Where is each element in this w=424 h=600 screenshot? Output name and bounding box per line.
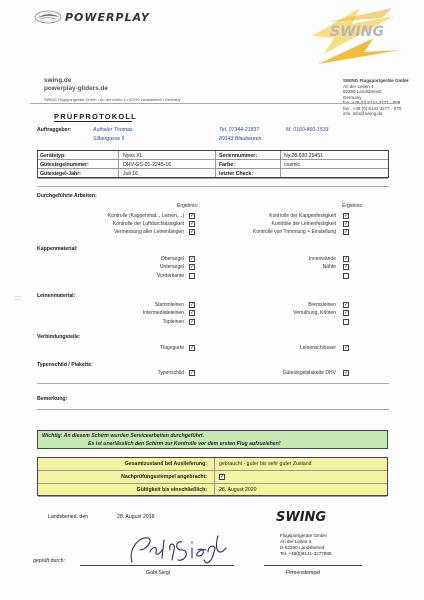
header-divider: [30, 103, 394, 104]
stamp-city: D-82290 Landsberied: [280, 545, 325, 550]
device-row: [38, 160, 388, 169]
powerplay-logo: [34, 10, 150, 24]
stamp-label: Firmenstempel: [286, 570, 321, 576]
summary-box: [37, 457, 388, 496]
summary-row: [38, 484, 387, 497]
color-label: Farbe:: [219, 161, 235, 168]
condition-value: gebraucht - guter bis sehr guter Zustand: [219, 461, 312, 468]
check-box[interactable]: ✓: [344, 213, 349, 219]
section-divider: [37, 383, 389, 384]
check-label: Innenwände: [308, 256, 336, 262]
check-box[interactable]: [343, 319, 349, 325]
check-label: Leinenschlösser: [299, 345, 336, 351]
stamp-swing-logo: [274, 507, 332, 525]
check-box[interactable]: ✓: [344, 310, 349, 316]
seal-year-value: Juli 16: [123, 170, 138, 177]
check-label: Obersegel: [160, 256, 184, 262]
device-row: [38, 169, 388, 178]
check-label: Kontrolle (Kappenmat.., Leinen,...): [107, 213, 184, 219]
company-city: 82290 Landsberied: [343, 89, 382, 94]
company-name: SWING Flugsportgeräte GmbH: [343, 78, 409, 83]
table-divider: [214, 458, 215, 495]
website-links: [44, 77, 108, 92]
stamp-swing-logo-text: SWING: [276, 510, 327, 525]
signature-line: [80, 565, 234, 566]
sender-address-line: SWING Flugsportgeräte GmbH • An der Leiten 4 • 82290 Landsberied • Germany: [44, 98, 181, 102]
check-label: Stammleinen: [154, 302, 184, 308]
check-label: Gütesiegelplakette DHV: [282, 370, 336, 376]
powerplay-logo-text: POWERPLAY: [65, 10, 150, 24]
seal-year-label: Gütesiegel-Jahr:: [40, 170, 81, 177]
company-address-block: [343, 78, 409, 117]
check-box[interactable]: ✓: [344, 264, 349, 270]
title-underline: [54, 121, 132, 122]
check-label: Nähte: [322, 264, 336, 270]
device-info-table: [37, 150, 389, 178]
serial-label: Seriennummer:: [219, 152, 258, 159]
last-check-label: letzter Check:: [219, 170, 254, 177]
check-label: Topleinen: [162, 319, 184, 325]
section-divider: [37, 409, 389, 410]
check-box[interactable]: ✓: [344, 302, 349, 308]
check-label: Untersegel: [159, 264, 184, 270]
check-label: Tragegurte: [159, 345, 184, 351]
check-box[interactable]: ✓: [190, 213, 195, 219]
stamp-street: An der Leiten 4: [280, 539, 312, 544]
client-name: Authaler Thomas: [93, 127, 133, 133]
website-link-powerplay[interactable]: powerplay-gliders.de: [44, 84, 108, 92]
company-fax: fax +49 (0) 8141 3277 - 870: [343, 105, 402, 111]
warning-line-2: Es ist unerlässlich den Schirm zur Kontrolle vor dem ersten Flug aufzuziehen!: [88, 441, 281, 447]
check-label: Vorderkante: [157, 273, 184, 279]
check-label: Vermessung aller Leinenlängen: [113, 229, 184, 235]
section-work-done: Durchgeführte Arbeiten:: [37, 193, 97, 199]
section-connectors: Verbindungsteile:: [37, 334, 81, 340]
client-label: Auftraggeber:: [37, 127, 72, 133]
check-label: Typenschild: [157, 370, 184, 376]
seal-number-label: Gütesiegelnummer:: [40, 161, 89, 168]
check-label: Kontrolle von Trimmung + Einstellung: [253, 229, 336, 235]
company-email: info info@swing.de: [343, 111, 383, 116]
website-link-swing[interactable]: swing.de: [44, 77, 72, 84]
color-value: cosmic: [284, 161, 301, 168]
signer-name: Gabi Siegl: [146, 570, 170, 576]
client-street: Silbergasse 5: [93, 136, 125, 142]
client-mobile: M. 0160-860-1533: [286, 127, 329, 133]
handwritten-signature: [122, 528, 232, 568]
warning-box: [37, 430, 388, 449]
check-box[interactable]: [343, 273, 349, 279]
check-label: Vernähung, Knoten: [293, 310, 336, 316]
place-label: Landsberied, den: [48, 514, 89, 520]
powerplay-wing-icon: [34, 10, 62, 24]
check-box[interactable]: ✓: [190, 310, 195, 316]
summary-row: [38, 458, 387, 471]
check-label: Kontrolle der Kappenfestigkeit: [269, 213, 336, 219]
swing-logo: [304, 6, 404, 66]
stamp-company: Flugsportgeräte GmbH: [280, 533, 327, 538]
serial-value: Ny.28.630.29451: [284, 152, 324, 159]
section-divider: [37, 186, 389, 187]
table-divider: [280, 151, 281, 177]
result-header-left: Ergebnis:: [177, 203, 199, 209]
checked-by-label: geprüft durch:: [33, 558, 66, 564]
check-box[interactable]: ✓: [190, 264, 195, 270]
swing-logo-text: SWING: [330, 24, 384, 40]
company-street: An der Leiten 4: [343, 83, 374, 89]
condition-label: Gesamtzustand bei Auslieferung:: [124, 461, 207, 468]
check-box[interactable]: ✓: [190, 319, 195, 325]
stamp-line: [264, 565, 362, 566]
device-type-value: Nyos XL: [123, 152, 143, 159]
company-stamp: [280, 533, 331, 557]
stamp-phone: Tel. +49(0)8141-3277888: [280, 551, 332, 556]
check-box[interactable]: ✓: [344, 256, 349, 262]
check-box[interactable]: ✓: [190, 370, 195, 376]
client-city: 89143 Blaubeuren: [219, 136, 262, 142]
section-remarks: Bemerkung:: [37, 396, 68, 402]
result-header-right: Ergebnis:: [342, 203, 364, 209]
section-line-material: Leinenmaterial:: [37, 293, 76, 299]
signature-date: 28. August 2018: [117, 514, 155, 520]
punch-mark: [14, 296, 21, 300]
check-label: Intermediateleinen: [142, 310, 184, 316]
stamp-applied-label: Nachprüfungsstempel angebracht:: [121, 474, 207, 481]
seal-number-value: DHV-GS-01-2245-16: [123, 161, 172, 168]
table-divider: [215, 151, 216, 177]
stamp-applied-checkbox[interactable]: ✓: [220, 474, 225, 480]
check-box[interactable]: ✓: [344, 370, 349, 376]
check-label: Kontrolle der Luftdurchlässigkeit: [112, 221, 184, 227]
check-box[interactable]: [189, 273, 195, 279]
check-box[interactable]: ✓: [190, 229, 195, 235]
check-box[interactable]: ✓: [344, 229, 349, 235]
check-box[interactable]: ✓: [344, 221, 349, 227]
client-phone: Tel. 07344-21837: [219, 127, 260, 133]
page-title: PRÜFPROTOKOLL: [54, 112, 137, 121]
company-country: Germany: [343, 94, 362, 100]
company-phone: fon +49 (0) 8141 3277 - 888: [343, 100, 401, 105]
check-box[interactable]: ✓: [344, 345, 349, 351]
summary-row: [38, 471, 387, 484]
check-label: Kontrolle der Leinenfestigkeit: [271, 221, 336, 227]
section-canopy-material: Kappenmaterial:: [37, 246, 78, 252]
check-box[interactable]: ✓: [190, 345, 195, 351]
table-divider: [118, 151, 119, 177]
device-row: [38, 151, 388, 160]
valid-until-value: 28. August 2020: [219, 487, 257, 494]
warning-line-1: Wichtig: An diesem Schirm wurden Servicearbeiten durchgeführt.: [42, 433, 205, 439]
check-box[interactable]: ✓: [190, 221, 195, 227]
section-type-plate: Typenschild / Plakette:: [37, 362, 93, 368]
device-type-label: Gerätetyp:: [40, 152, 66, 159]
valid-until-label: Gültigkeit bis einschließlich:: [136, 487, 207, 494]
check-box[interactable]: ✓: [190, 256, 195, 262]
check-label: Bremsleinen: [308, 302, 336, 308]
check-box[interactable]: ✓: [190, 302, 195, 308]
